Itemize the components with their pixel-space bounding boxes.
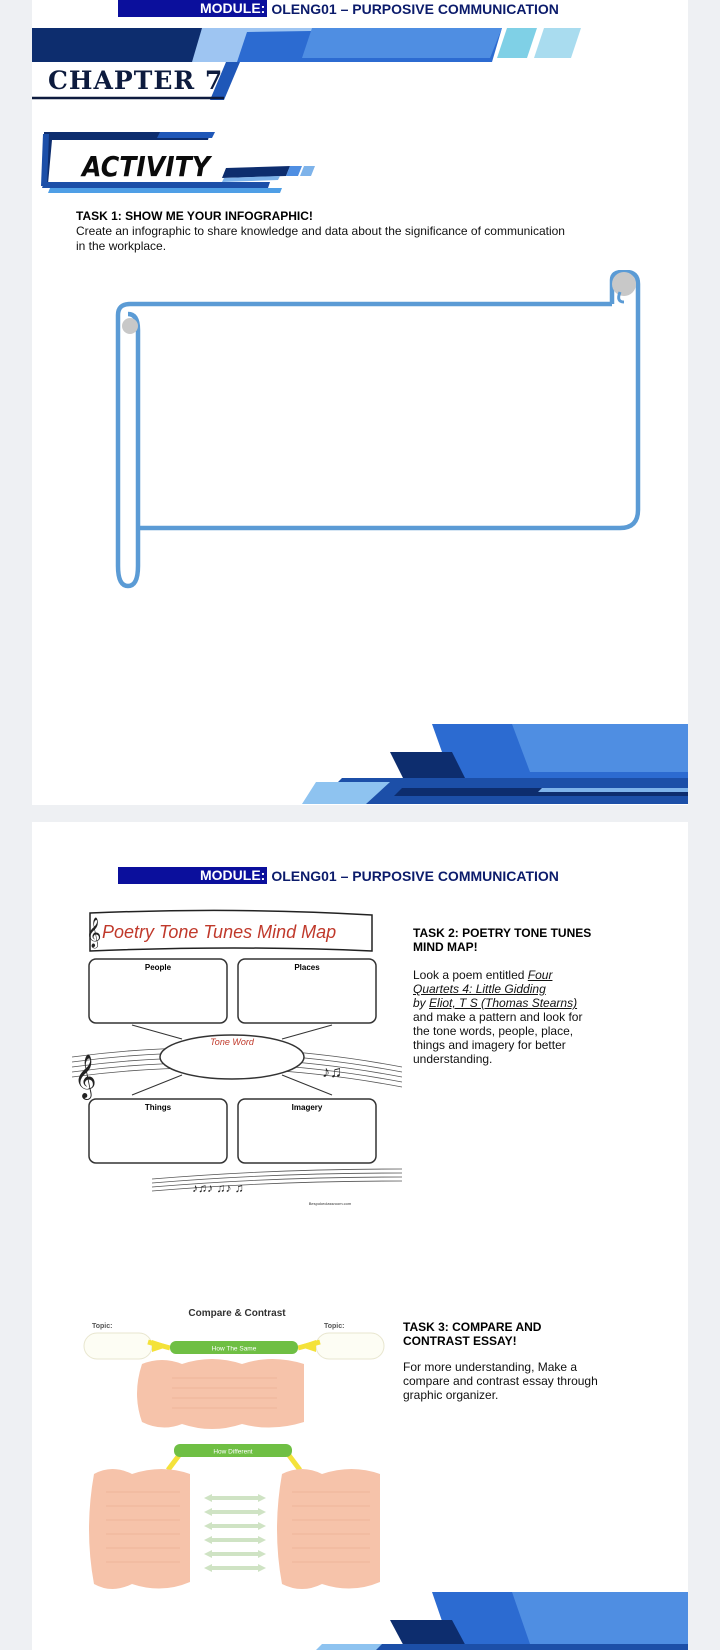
task2-heading-2: MIND MAP! — [413, 940, 478, 954]
topic-left-label: Topic: — [92, 1323, 113, 1330]
task3-heading-2: CONTRAST ESSAY! — [403, 1334, 517, 1348]
double-arrows-icon — [204, 1494, 266, 1572]
poem-title-link-b[interactable]: Quartets 4: Little Gidding — [413, 982, 546, 996]
module-tag: MODULE: — [118, 0, 267, 17]
label-tone-word: Tone Word — [210, 1037, 254, 1047]
footer-banner — [302, 720, 688, 805]
mind-map-title: Poetry Tone Tunes Mind Map — [102, 922, 337, 942]
task2-line7: understanding. — [413, 1052, 493, 1066]
same-cloud — [137, 1359, 304, 1429]
task2-line5: the tone words, people, place, — [413, 1024, 574, 1038]
author-link[interactable]: Eliot, T S (Thomas Stearns) — [429, 996, 578, 1010]
task2-intro: Look a poem entitled — [413, 968, 525, 982]
different-left-cloud — [89, 1469, 190, 1589]
task2-line3 — [413, 996, 577, 1011]
label-people: People — [144, 963, 172, 972]
task2-line1 — [413, 968, 552, 983]
topic-right-label: Topic: — [324, 1323, 345, 1330]
topic-right-box — [316, 1333, 384, 1359]
page-2 — [32, 822, 688, 1650]
music-notes-icon: ♪♫ — [322, 1064, 342, 1081]
how-same-label: How The Same — [211, 1345, 257, 1353]
poem-title-link-a[interactable]: Four — [527, 968, 553, 982]
label-places: Places — [294, 963, 320, 972]
how-different-label: How Different — [213, 1448, 253, 1456]
task2-line6: things and imagery for better — [413, 1038, 566, 1052]
chapter-title: CHAPTER 7 — [48, 66, 224, 95]
treble-clef-icon: 𝄞 — [74, 1056, 97, 1098]
task2-by: by — [413, 996, 426, 1010]
task2-line4: and make a pattern and look for — [413, 1010, 583, 1024]
mind-map-organizer — [72, 907, 402, 1212]
module-header — [118, 0, 559, 17]
organizer-title: Compare & Contrast — [188, 1308, 286, 1319]
different-right-cloud — [277, 1469, 380, 1589]
page-1 — [32, 0, 688, 805]
task3-line2: compare and contrast essay through — [403, 1374, 598, 1388]
topic-left-box — [84, 1333, 152, 1359]
task1-line2: in the workplace. — [76, 239, 167, 253]
label-imagery: Imagery — [291, 1103, 323, 1112]
task1-heading: TASK 1: SHOW ME YOUR INFOGRAPHIC! — [76, 209, 313, 223]
music-notes-icon: ♪♫♪ ♫♪ ♫ — [192, 1181, 244, 1195]
task1-line1: Create an infographic to share knowledge and data about the significance of communication — [76, 224, 565, 238]
module-title: OLENG01 – PURPOSIVE COMMUNICATION — [271, 867, 559, 884]
module-tag: MODULE: — [118, 867, 267, 884]
scroll-frame — [96, 270, 666, 600]
label-things: Things — [144, 1103, 172, 1112]
module-header-2 — [118, 867, 559, 884]
task3-heading-1: TASK 3: COMPARE AND — [403, 1320, 542, 1334]
task2-heading-1: TASK 2: POETRY TONE TUNES — [413, 926, 592, 940]
credit-text: Bespokeclassroom.com — [308, 1201, 352, 1206]
footer-banner — [302, 1588, 688, 1650]
task3-line3: graphic organizer. — [403, 1388, 499, 1402]
activity-title: ACTIVITY — [82, 150, 211, 183]
module-title: OLENG01 – PURPOSIVE COMMUNICATION — [271, 0, 559, 17]
task3-line1: For more understanding, Make a — [403, 1360, 578, 1374]
treble-clef-icon: 𝄞 — [86, 917, 102, 947]
